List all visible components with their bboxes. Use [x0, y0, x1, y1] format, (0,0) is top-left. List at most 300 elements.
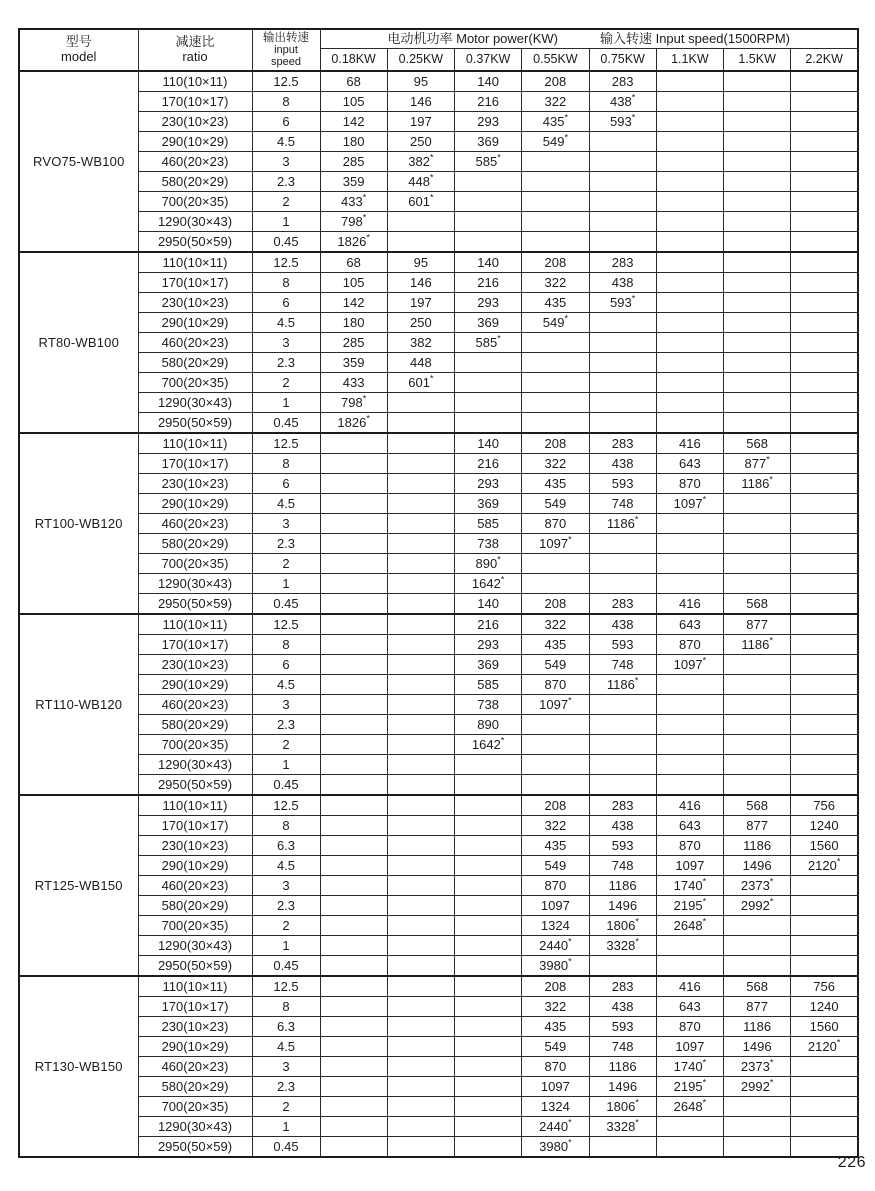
value-cell	[724, 413, 791, 434]
value-cell: 1186*	[724, 635, 791, 655]
value-cell	[724, 232, 791, 253]
ratio-cell: 1290(30×43)	[138, 755, 252, 775]
value-cell	[522, 333, 589, 353]
value-cell	[455, 1037, 522, 1057]
value-cell: 433*	[320, 192, 387, 212]
table-row	[19, 112, 858, 132]
value-cell	[656, 413, 723, 434]
value-cell	[320, 675, 387, 695]
value-cell: 1826*	[320, 413, 387, 434]
ratio-cell: 700(20×35)	[138, 192, 252, 212]
value-cell	[724, 755, 791, 775]
value-cell: 748	[589, 494, 656, 514]
speed-cell: 2.3	[252, 1077, 320, 1097]
value-cell	[791, 775, 858, 796]
value-cell	[589, 574, 656, 594]
value-cell: 369	[455, 494, 522, 514]
value-cell: 216	[455, 92, 522, 112]
value-cell	[455, 1057, 522, 1077]
value-cell: 250	[387, 313, 454, 333]
model-cell: RT130-WB150	[19, 976, 138, 1157]
value-cell	[724, 252, 791, 273]
value-cell	[387, 1077, 454, 1097]
value-cell: 285	[320, 152, 387, 172]
value-cell	[320, 494, 387, 514]
value-cell: 1186*	[724, 474, 791, 494]
value-cell: 1324	[522, 916, 589, 936]
value-cell	[455, 1137, 522, 1158]
value-cell	[387, 212, 454, 232]
value-cell	[724, 172, 791, 192]
value-cell: 438	[589, 614, 656, 635]
value-cell	[791, 232, 858, 253]
speed-cell: 12.5	[252, 252, 320, 273]
value-cell	[320, 1137, 387, 1158]
table-row	[19, 956, 858, 977]
value-cell: 140	[455, 71, 522, 92]
value-cell	[791, 192, 858, 212]
header-ratio	[138, 29, 252, 71]
value-cell: 68	[320, 252, 387, 273]
model-cell: RVO75-WB100	[19, 71, 138, 252]
value-cell: 435	[522, 474, 589, 494]
value-cell: 95	[387, 252, 454, 273]
value-cell	[656, 353, 723, 373]
ratio-cell: 580(20×29)	[138, 172, 252, 192]
ratio-cell: 460(20×23)	[138, 695, 252, 715]
value-cell: 1097	[522, 1077, 589, 1097]
value-cell	[387, 635, 454, 655]
value-cell: 1097	[656, 1037, 723, 1057]
value-cell	[320, 795, 387, 816]
value-cell: 870	[656, 1017, 723, 1037]
value-cell	[791, 956, 858, 977]
value-cell	[589, 735, 656, 755]
value-cell	[724, 333, 791, 353]
value-cell	[387, 1037, 454, 1057]
value-cell	[791, 1097, 858, 1117]
value-cell	[320, 936, 387, 956]
value-cell: 890	[455, 715, 522, 735]
table-row	[19, 1057, 858, 1077]
table-row	[19, 373, 858, 393]
header-motor-power-title: 电动机功率 Motor power(KW)	[387, 31, 558, 47]
value-cell	[791, 413, 858, 434]
value-cell: 448	[387, 353, 454, 373]
value-cell	[522, 715, 589, 735]
ratio-cell: 580(20×29)	[138, 534, 252, 554]
value-cell	[320, 856, 387, 876]
value-cell	[589, 1137, 656, 1158]
value-cell: 798*	[320, 212, 387, 232]
value-cell: 1186	[589, 876, 656, 896]
ratio-cell: 2950(50×59)	[138, 775, 252, 796]
ratio-cell: 290(10×29)	[138, 313, 252, 333]
table-row	[19, 433, 858, 454]
ratio-cell: 110(10×11)	[138, 71, 252, 92]
value-cell: 140	[455, 433, 522, 454]
value-cell	[455, 956, 522, 977]
value-cell	[656, 92, 723, 112]
value-cell	[320, 916, 387, 936]
ratio-cell: 170(10×17)	[138, 92, 252, 112]
value-cell	[724, 554, 791, 574]
value-cell: 1186	[724, 1017, 791, 1037]
value-cell	[724, 132, 791, 152]
value-cell	[791, 916, 858, 936]
value-cell	[522, 212, 589, 232]
value-cell	[791, 333, 858, 353]
value-cell	[724, 112, 791, 132]
value-cell	[589, 715, 656, 735]
value-cell	[724, 775, 791, 796]
value-cell: 2648*	[656, 1097, 723, 1117]
ratio-cell: 2950(50×59)	[138, 956, 252, 977]
speed-cell: 1	[252, 212, 320, 232]
value-cell	[791, 896, 858, 916]
value-cell	[656, 675, 723, 695]
ratio-cell: 230(10×23)	[138, 1017, 252, 1037]
value-cell	[724, 715, 791, 735]
header-kw-0.55KW: 0.55KW	[522, 49, 589, 72]
value-cell: 208	[522, 71, 589, 92]
ratio-cell: 580(20×29)	[138, 1077, 252, 1097]
value-cell	[656, 514, 723, 534]
value-cell	[387, 534, 454, 554]
value-cell	[522, 373, 589, 393]
value-cell	[724, 1097, 791, 1117]
value-cell	[320, 836, 387, 856]
value-cell	[522, 393, 589, 413]
value-cell: 416	[656, 976, 723, 997]
value-cell	[320, 715, 387, 735]
value-cell: 748	[589, 655, 656, 675]
value-cell: 1496	[589, 896, 656, 916]
value-cell: 549*	[522, 313, 589, 333]
value-cell: 1097*	[656, 655, 723, 675]
value-cell: 2120*	[791, 856, 858, 876]
ratio-cell: 230(10×23)	[138, 474, 252, 494]
value-cell	[791, 1057, 858, 1077]
value-cell: 438	[589, 273, 656, 293]
value-cell: 890*	[455, 554, 522, 574]
header-model-en: model	[61, 49, 97, 64]
value-cell	[320, 1057, 387, 1077]
speed-cell: 3	[252, 1057, 320, 1077]
value-cell: 870	[522, 675, 589, 695]
value-cell: 593*	[589, 293, 656, 313]
value-cell: 3980*	[522, 1137, 589, 1158]
speed-cell: 8	[252, 635, 320, 655]
value-cell	[387, 836, 454, 856]
value-cell	[387, 795, 454, 816]
value-cell	[455, 232, 522, 253]
value-cell: 142	[320, 293, 387, 313]
value-cell	[791, 655, 858, 675]
value-cell	[455, 755, 522, 775]
value-cell: 756	[791, 795, 858, 816]
value-cell	[522, 192, 589, 212]
header-input-speed-title: 输入转速 Input speed(1500RPM)	[599, 31, 790, 47]
header-output-speed-en2: speed	[271, 56, 301, 68]
value-cell: 197	[387, 112, 454, 132]
value-cell	[589, 353, 656, 373]
table-row	[19, 916, 858, 936]
value-cell: 369	[455, 655, 522, 675]
value-cell: 1496	[724, 1037, 791, 1057]
value-cell	[522, 353, 589, 373]
value-cell: 585	[455, 514, 522, 534]
value-cell	[656, 172, 723, 192]
value-cell	[320, 1037, 387, 1057]
header-model-zh: 型号	[65, 34, 92, 50]
speed-cell: 6.3	[252, 1017, 320, 1037]
value-cell: 283	[589, 594, 656, 615]
value-cell	[656, 1137, 723, 1158]
value-cell	[455, 393, 522, 413]
value-cell: 438	[589, 454, 656, 474]
ratio-cell: 290(10×29)	[138, 494, 252, 514]
value-cell: 416	[656, 594, 723, 615]
table-row	[19, 474, 858, 494]
ratio-cell: 700(20×35)	[138, 373, 252, 393]
table-row	[19, 594, 858, 615]
value-cell	[724, 393, 791, 413]
value-cell	[387, 916, 454, 936]
value-cell: 433	[320, 373, 387, 393]
value-cell	[320, 976, 387, 997]
value-cell	[791, 132, 858, 152]
value-cell	[791, 494, 858, 514]
value-cell: 2195*	[656, 896, 723, 916]
value-cell	[724, 675, 791, 695]
value-cell	[589, 534, 656, 554]
value-cell	[656, 393, 723, 413]
value-cell	[791, 172, 858, 192]
value-cell	[387, 1057, 454, 1077]
value-cell	[522, 152, 589, 172]
table-row	[19, 353, 858, 373]
value-cell: 643	[656, 997, 723, 1017]
speed-cell: 6.3	[252, 836, 320, 856]
value-cell: 748	[589, 856, 656, 876]
table-row	[19, 735, 858, 755]
value-cell: 322	[522, 816, 589, 836]
value-cell	[522, 775, 589, 796]
value-cell: 738	[455, 534, 522, 554]
value-cell	[791, 353, 858, 373]
value-cell	[589, 554, 656, 574]
value-cell: 549	[522, 494, 589, 514]
value-cell: 2440*	[522, 1117, 589, 1137]
value-cell: 585*	[455, 333, 522, 353]
speed-cell: 3	[252, 695, 320, 715]
value-cell: 382*	[387, 152, 454, 172]
value-cell: 2373*	[724, 1057, 791, 1077]
speed-cell: 12.5	[252, 795, 320, 816]
value-cell: 140	[455, 594, 522, 615]
value-cell: 568	[724, 976, 791, 997]
value-cell	[320, 755, 387, 775]
speed-cell: 6	[252, 474, 320, 494]
ratio-cell: 700(20×35)	[138, 554, 252, 574]
value-cell: 416	[656, 433, 723, 454]
speed-cell: 2	[252, 916, 320, 936]
ratio-cell: 110(10×11)	[138, 252, 252, 273]
value-cell: 870	[522, 876, 589, 896]
ratio-cell: 110(10×11)	[138, 976, 252, 997]
value-cell	[455, 936, 522, 956]
table-row	[19, 313, 858, 333]
value-cell	[522, 232, 589, 253]
table-row	[19, 413, 858, 434]
value-cell: 438*	[589, 92, 656, 112]
value-cell	[724, 212, 791, 232]
value-cell	[656, 936, 723, 956]
value-cell	[791, 594, 858, 615]
speed-cell: 3	[252, 876, 320, 896]
value-cell	[320, 1097, 387, 1117]
speed-cell: 2.3	[252, 353, 320, 373]
value-cell	[589, 413, 656, 434]
value-cell: 748	[589, 1037, 656, 1057]
value-cell: 322	[522, 454, 589, 474]
value-cell	[791, 373, 858, 393]
value-cell	[656, 152, 723, 172]
value-cell: 216	[455, 273, 522, 293]
value-cell	[455, 172, 522, 192]
value-cell	[724, 1117, 791, 1137]
value-cell	[656, 232, 723, 253]
value-cell	[455, 997, 522, 1017]
value-cell	[320, 594, 387, 615]
speed-cell: 2.3	[252, 896, 320, 916]
speed-cell: 4.5	[252, 1037, 320, 1057]
value-cell: 293	[455, 112, 522, 132]
value-cell: 1186	[724, 836, 791, 856]
value-cell	[455, 816, 522, 836]
table-row	[19, 896, 858, 916]
value-cell: 1186*	[589, 675, 656, 695]
table-row	[19, 454, 858, 474]
speed-cell: 0.45	[252, 1137, 320, 1158]
value-cell: 738	[455, 695, 522, 715]
value-cell	[320, 554, 387, 574]
ratio-cell: 700(20×35)	[138, 1097, 252, 1117]
value-cell	[656, 554, 723, 574]
value-cell	[791, 152, 858, 172]
header-model	[19, 29, 138, 71]
value-cell: 283	[589, 976, 656, 997]
value-cell	[589, 755, 656, 775]
value-cell	[724, 534, 791, 554]
model-cell: RT110-WB120	[19, 614, 138, 795]
header-kw-2.2KW: 2.2KW	[791, 49, 858, 72]
ratio-cell: 1290(30×43)	[138, 1117, 252, 1137]
value-cell: 1560	[791, 836, 858, 856]
ratio-cell: 460(20×23)	[138, 1057, 252, 1077]
value-cell: 643	[656, 816, 723, 836]
value-cell	[656, 775, 723, 796]
value-cell: 293	[455, 635, 522, 655]
value-cell: 1740*	[656, 1057, 723, 1077]
speed-cell: 2	[252, 735, 320, 755]
ratio-cell: 580(20×29)	[138, 353, 252, 373]
value-cell: 438	[589, 997, 656, 1017]
value-cell: 146	[387, 273, 454, 293]
value-cell	[656, 695, 723, 715]
value-cell	[387, 1137, 454, 1158]
table-row	[19, 876, 858, 896]
table-row	[19, 856, 858, 876]
value-cell	[791, 433, 858, 454]
value-cell	[387, 1117, 454, 1137]
speed-cell: 8	[252, 92, 320, 112]
value-cell	[387, 816, 454, 836]
value-cell	[791, 1077, 858, 1097]
value-cell	[791, 614, 858, 635]
value-cell: 1186*	[589, 514, 656, 534]
value-cell	[320, 514, 387, 534]
value-cell	[455, 413, 522, 434]
value-cell	[656, 112, 723, 132]
table-row	[19, 172, 858, 192]
value-cell	[320, 574, 387, 594]
value-cell	[656, 755, 723, 775]
value-cell: 798*	[320, 393, 387, 413]
value-cell: 105	[320, 92, 387, 112]
model-cell: RT100-WB120	[19, 433, 138, 614]
value-cell	[791, 574, 858, 594]
value-cell	[791, 876, 858, 896]
ratio-cell: 170(10×17)	[138, 816, 252, 836]
value-cell: 359	[320, 172, 387, 192]
value-cell	[589, 695, 656, 715]
value-cell: 322	[522, 273, 589, 293]
value-cell: 549	[522, 1037, 589, 1057]
value-cell: 416	[656, 795, 723, 816]
value-cell	[455, 212, 522, 232]
value-cell	[387, 695, 454, 715]
value-cell: 3328*	[589, 1117, 656, 1137]
value-cell	[387, 997, 454, 1017]
table-body	[19, 71, 858, 1157]
value-cell	[791, 1117, 858, 1137]
value-cell	[656, 71, 723, 92]
value-cell	[724, 655, 791, 675]
value-cell	[656, 956, 723, 977]
model-cell: RT125-WB150	[19, 795, 138, 976]
value-cell: 283	[589, 71, 656, 92]
value-cell: 208	[522, 795, 589, 816]
value-cell	[387, 675, 454, 695]
value-cell	[589, 132, 656, 152]
header-kw-1.1KW: 1.1KW	[656, 49, 723, 72]
value-cell	[320, 1077, 387, 1097]
table-row	[19, 936, 858, 956]
value-cell	[791, 313, 858, 333]
value-cell	[791, 554, 858, 574]
speed-cell: 4.5	[252, 675, 320, 695]
value-cell: 549*	[522, 132, 589, 152]
table-row	[19, 92, 858, 112]
value-cell: 870	[656, 474, 723, 494]
value-cell: 1324	[522, 1097, 589, 1117]
value-cell	[791, 252, 858, 273]
value-cell: 568	[724, 433, 791, 454]
value-cell	[724, 313, 791, 333]
value-cell	[656, 715, 723, 735]
